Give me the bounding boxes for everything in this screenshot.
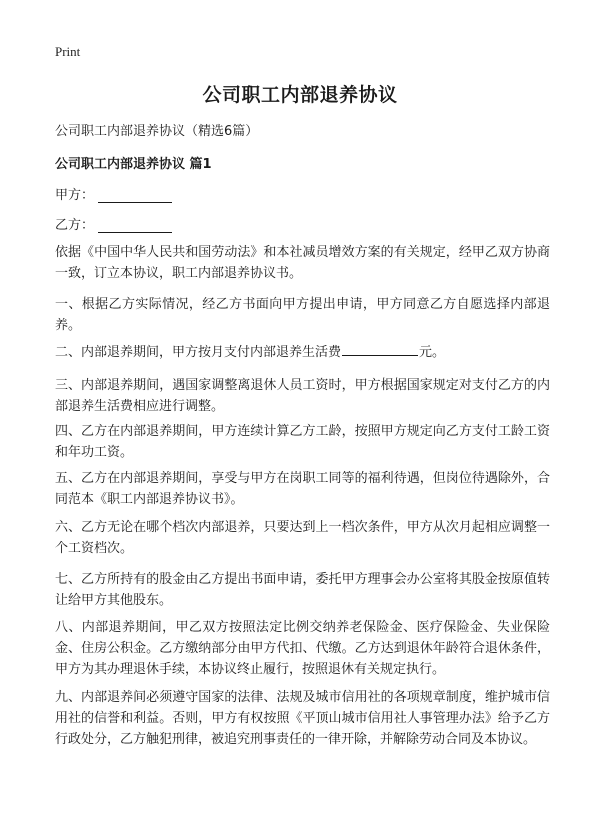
party-b-line xyxy=(55,214,172,233)
paragraph-8: 八、内部退养期间，甲乙双方按照法定比例交纳养老保险金、医疗保险金、失业保险金、住房公积金。乙方缴纳部分由甲方代扣、代缴。乙方达到退休年龄符合退休条件，甲方为其办理退休手续，本协议终止履行，按照退休有关规定执行。 xyxy=(55,620,550,677)
paragraph-4: 四、乙方在内部退养期间，甲方连续计算乙方工龄，按照甲方规定向乙方支付工龄工资和年功工资。 xyxy=(55,424,550,460)
paragraph-7: 七、乙方所持有的股金由乙方提出书面申请，委托甲方理事会办公室将其股金按原值转让给甲方其他股东。 xyxy=(55,572,550,608)
paragraph-6: 六、乙方无论在哪个档次内部退养，只要达到上一档次条件，甲方从次月起相应调整一个工资档次。 xyxy=(55,520,550,556)
paragraph-1: 一、根据乙方实际情况，经乙方书面向甲方提出申请，甲方同意乙方自愿选择内部退养。 xyxy=(55,297,550,333)
party-a-line xyxy=(55,184,172,203)
paragraph-intro: 依据《中国中华人民共和国劳动法》和本社减员增效方案的有关规定，经甲乙双方协商一致，订立本协议，职工内部退养协议书。 xyxy=(55,245,550,281)
allowance-blank xyxy=(342,342,418,356)
party-a-label: 甲方： xyxy=(55,188,95,203)
paragraph-2-unit: 元。 xyxy=(419,345,446,360)
document-subtitle: 公司职工内部退养协议（精选6篇） xyxy=(55,124,259,139)
paragraph-3: 三、内部退养期间，遇国家调整离退休人员工资时，甲方根据国家规定对支付乙方的内部退养生活费相应进行调整。 xyxy=(55,378,550,414)
document-title: 公司职工内部退养协议 xyxy=(202,84,398,106)
paragraph-2-text: 二、内部退养期间，甲方按月支付内部退养生活费 xyxy=(55,345,342,360)
paragraph-9: 九、内部退养间必须遵守国家的法律、法规及城市信用社的各项规章制度，维护城市信用社的信誉和利益。否则，甲方有权按照《平顶山城市信用社人事管理办法》给予乙方行政处分，乙方触犯刑律，被追究刑事责任的一律开除，并解除劳动合同及本协议。 xyxy=(55,690,550,747)
party-b-label: 乙方： xyxy=(55,218,95,233)
paragraph-2 xyxy=(55,342,550,363)
party-b-blank xyxy=(98,218,172,233)
paragraph-5: 五、乙方在内部退养期间，享受与甲方在岗职工同等的福利待遇，但岗位待遇除外，合同范本《职工内部退养协议书》。 xyxy=(55,471,550,507)
section-heading: 公司职工内部退养协议 篇1 xyxy=(55,157,212,172)
print-link[interactable]: Print xyxy=(55,44,81,59)
party-a-blank xyxy=(98,188,172,203)
